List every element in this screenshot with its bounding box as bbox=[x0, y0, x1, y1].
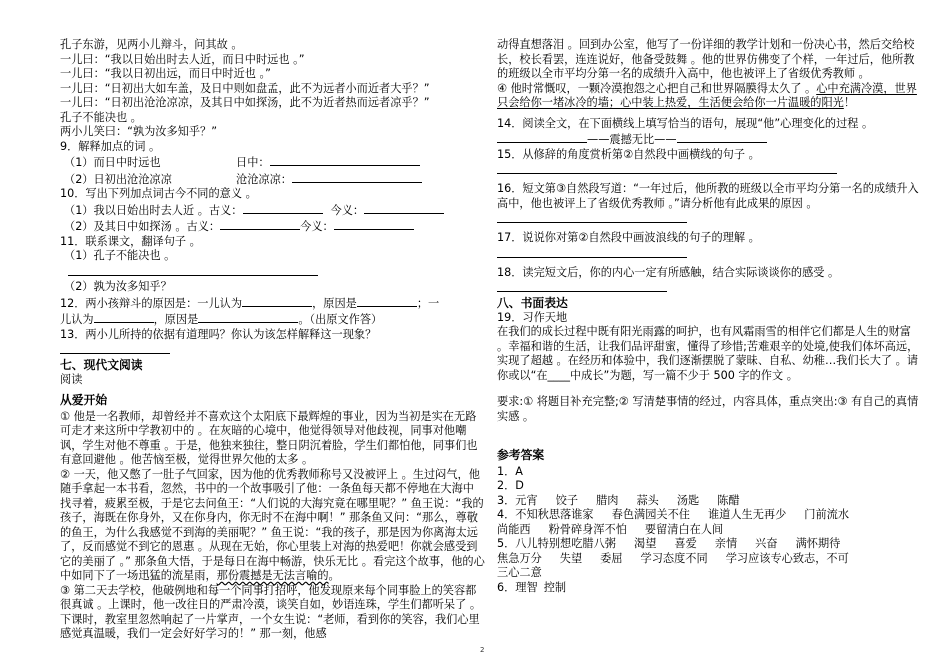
answer-item: 粉骨碎身浑不怕 bbox=[548, 522, 627, 536]
question-label: 今义： bbox=[300, 220, 334, 233]
article-paragraph-3: ③ 第二天去学校，他破例地和每一个同事打招呼，他发现原来每个同事脸上的笑容都很真诚 。上课时，他一改往日的严肃冷漠，谈笑自如，妙语连珠，学生们都听呆了 。下课时，教室里忽然响起了一片掌声，一个女生说：“老师，看到你的笑容，我们心里感觉真温暖，我们一定会好好学习的！” 那一刻，他感 bbox=[60, 583, 482, 640]
paragraph-text: ！ bbox=[843, 96, 856, 109]
question-13-blank bbox=[60, 342, 485, 356]
answer-item: 尚能西 bbox=[497, 522, 531, 536]
question-10-title: 10．写出下列加点词古今不同的意义 。 bbox=[60, 187, 257, 200]
underlined-sentence: 心中充满冷漠，世界只会给你一堵冰冷的墙；心中装上热爱，生活便会给你一片温暖的阳光 bbox=[497, 81, 917, 109]
left-column bbox=[60, 38, 485, 642]
article-paragraph-4 bbox=[497, 82, 925, 111]
answer-blank[interactable] bbox=[270, 154, 420, 166]
answer-blank[interactable] bbox=[220, 218, 300, 230]
question-16-blank bbox=[497, 211, 925, 231]
question-text: 儿认为 bbox=[60, 313, 94, 326]
question-12-cont bbox=[60, 311, 485, 328]
answer-item: 渴望 bbox=[634, 537, 657, 550]
answer-item: 腊肉 bbox=[596, 493, 619, 507]
text-line: 一儿曰：“日初出沧沧凉凉，及其日中如探汤，此不为近者热而远者凉乎？” bbox=[60, 96, 430, 109]
text-line: 一儿曰：“我以日初出远，而日中时近也 。” bbox=[60, 67, 271, 80]
paragraph-text: ② 一天，他又憋了一肚子气回家，因为他的优秀教师称号又没被评上 。生过闷气，他随手拿起一本书看，忽然，书中的一个故事吸引了他：一条鱼每天都不停地在大海中找寻着，疲累至极，于是它去问鱼王：“人们说的大海究竟在哪里呢？” 鱼王说：“我的孩子，海既在你身外，又在你身内，你无时不在海中啊！” 那条鱼又问：“那么，尊敬的鱼王，为什么我感觉不到海的美丽呢？” 鱼王说：“我的孩子，那是因为你离海太远了，反而感觉不到它的恩惠 。从现在无始，你心里装上对海的热爱吧！你就会感受到它的美丽了 。” 那条鱼大悟，于是每日在海中畅游，快乐无比 。看完这个故事，他的心中如同下了一场迅猛的流星雨， bbox=[60, 467, 485, 582]
reading-label: 阅读 bbox=[60, 372, 83, 386]
question-11-title: 11．联系课文，翻译句子 。 bbox=[60, 234, 201, 248]
section-8-heading: 八、书面表达 bbox=[497, 296, 568, 310]
answer-item: 满怀期待 bbox=[795, 537, 841, 550]
question-text: 12．两小孩辩斗的原因是：一儿认为 bbox=[60, 296, 243, 310]
question-text: （1）我以日始出时去人近 。古义： bbox=[64, 203, 243, 217]
answer-blank[interactable] bbox=[242, 295, 312, 307]
text-line: 孔子东游，见两小儿辩斗，问其故 。 bbox=[60, 38, 243, 51]
answer-item: 亲情 bbox=[714, 537, 738, 550]
question-text: ；一 bbox=[416, 296, 440, 310]
question-text: （2）及其日中如探汤 。古义： bbox=[64, 220, 221, 233]
answer-blank[interactable] bbox=[357, 295, 417, 307]
question-9-item-2 bbox=[60, 171, 485, 188]
answer-item: 门前流水 bbox=[804, 508, 850, 521]
answer-blank[interactable] bbox=[677, 131, 767, 143]
page-number: 2 bbox=[480, 646, 485, 654]
wavy-underlined-sentence: 那份震撼是无法言喻的 bbox=[216, 569, 329, 582]
question-19: 19．习作天地 bbox=[497, 310, 568, 324]
answer-item: 6．理智 bbox=[497, 580, 538, 594]
answer-blank[interactable] bbox=[497, 162, 837, 174]
text-line: 两小儿笑曰：“孰为汝多知乎？” bbox=[60, 125, 218, 138]
article-paragraph-3-cont: 动得直想落泪 。回到办公室，他写了一份详细的教学计划和一份决心书，然后交给校长，校长看罢，连连说好，他备受鼓舞 。他的世界仿佛变了个样，一年过后，他所教的班级以全市平均分第一名的成绩升入高中，他也被评上了省级优秀教师 。 bbox=[497, 38, 915, 80]
question-16: 16．短文第③自然段写道：“一年过后，他所教的班级以全市平均分第一名的成绩升入高中，他也被评上了省级优秀教师 。”请分析他有此成果的原因 。 bbox=[497, 182, 919, 210]
question-15: 15．从修辞的角度赏析第②自然段中画横线的句子 。 bbox=[497, 147, 760, 161]
answer-blank[interactable] bbox=[60, 342, 170, 354]
answer-item: 要留清白在人间 bbox=[644, 522, 724, 536]
answer-blank[interactable] bbox=[292, 171, 422, 183]
answer-1: 1．A bbox=[497, 464, 523, 478]
answer-item: 控制 bbox=[543, 580, 567, 594]
answer-5-cont bbox=[497, 552, 925, 567]
article-title: 从爱开始 bbox=[60, 393, 108, 407]
writing-requirements: 要求:① 将题目补充完整;② 写清楚事情的经过，内容具体，重点突出:③ 有自己的真情实感 。 bbox=[497, 395, 919, 423]
question-13: 13．两小儿所持的依据有道理吗？你认为该怎样解释这一现象？ bbox=[60, 327, 377, 341]
answer-5-end: 三心二意 bbox=[497, 566, 542, 579]
text-line: 孔子不能决也 。 bbox=[60, 110, 142, 124]
answer-item: 委屈 bbox=[600, 551, 623, 565]
question-text: 。（出原文作答） bbox=[298, 313, 383, 326]
answer-item: 失望 bbox=[559, 551, 583, 565]
answer-blank[interactable] bbox=[364, 202, 444, 214]
article-paragraph-1: ① 他是一名教师，却曾经并不喜欢这个太阳底下最辉煌的事业，因为当初是实在无路可走才来这所中学教初中的 。在灰暗的心境中，他觉得领导对他歧视，同事对他嘲讽，学生对他不尊重 。于是，他独来独往，整日阴沉着脸，学生们都怕他，同事们也有意回避他 。他苦恼至极，觉得世界欠他的太多 。 bbox=[60, 409, 478, 466]
text-line: 一儿曰：“日初出大如车盖，及日中则如盘孟，此不为远者小而近者大乎？” bbox=[60, 81, 430, 95]
section-7-heading: 七、现代文阅读 bbox=[60, 358, 143, 372]
question-11-item-1: （1）孔子不能决也 。 bbox=[64, 249, 176, 262]
answers-heading: 参考答案 bbox=[497, 448, 545, 462]
question-18-blank bbox=[497, 280, 925, 296]
answer-item: 春色满园关不住 bbox=[611, 508, 690, 521]
question-10-item-1 bbox=[60, 202, 485, 219]
question-10-item-2 bbox=[60, 218, 485, 235]
question-label: 今义： bbox=[330, 203, 365, 217]
question-9-item-1 bbox=[60, 154, 485, 171]
answer-blank[interactable] bbox=[243, 202, 323, 214]
answer-blank[interactable] bbox=[334, 218, 414, 230]
answer-item: 3．元宵 bbox=[497, 493, 538, 507]
question-9-title: 9．解释加点的词 。 bbox=[60, 139, 161, 153]
question-15-blank bbox=[497, 162, 925, 182]
right-column bbox=[497, 38, 925, 595]
answer-blank[interactable] bbox=[497, 280, 667, 292]
question-text: ，原因是 bbox=[153, 313, 199, 326]
answer-item: 陈醋 bbox=[717, 493, 740, 507]
answer-blank[interactable] bbox=[497, 131, 587, 143]
answer-blank[interactable] bbox=[68, 264, 318, 276]
answer-item: 兴奋 bbox=[755, 537, 778, 550]
answer-blank[interactable] bbox=[94, 311, 154, 323]
answer-5 bbox=[497, 537, 925, 552]
answer-blank[interactable] bbox=[497, 246, 687, 258]
paragraph-text: ④ 他时常慨叹，一颗冷漠抱怨之心把自己和世界隔膜得太久了 。 bbox=[497, 81, 817, 95]
writing-prompt: 在我们的成长过程中既有阳光雨露的呵护，也有风霜雨雪的相伴它们都是人生的财富 。幸福和谐的生活，让我们品评甜蜜，懂得了珍惜;苦难艰辛的处境,使我们体坏高远，实现了超越 。在经历和体验中，我们逐渐摆脱了蒙昧、自私、幼稚…我们长大了 。请你或以“在____中成长”为题，写一篇不少于 500 字的作文 。 bbox=[497, 325, 919, 382]
answer-blank[interactable] bbox=[198, 311, 298, 323]
answer-6 bbox=[497, 581, 925, 596]
question-18: 18．读完短文后，你的内心一定有所感触，结合实际谈谈你的感受 。 bbox=[497, 265, 840, 279]
question-label: 日中： bbox=[236, 156, 270, 169]
question-14: 14．阅读全文，在下面横线上填写恰当的语句，展现“他”心理变化的过程 。 bbox=[497, 116, 874, 130]
answer-item: 谁道人生无再少 bbox=[707, 508, 787, 521]
question-text: （1）而日中时远也 bbox=[64, 156, 161, 169]
question-12 bbox=[60, 295, 485, 312]
question-text: （2）日初出沧沧凉凉 bbox=[64, 172, 172, 186]
question-11-blank-1 bbox=[60, 264, 485, 281]
answer-item: 饺子 bbox=[555, 493, 579, 507]
answer-2: 2．D bbox=[497, 479, 524, 492]
paragraph-text: 。 bbox=[328, 569, 340, 582]
answer-item: 喜爱 bbox=[674, 537, 697, 550]
answer-item: 学习应该专心致志，不可 bbox=[725, 551, 849, 565]
question-11-item-2: （2）孰为汝多知乎？ bbox=[64, 280, 172, 293]
answer-item: 蒜头 bbox=[636, 493, 659, 507]
question-text: ，原因是 bbox=[312, 296, 357, 310]
text-line: 一儿曰：“我以日始出时去人近，而日中时远也 。” bbox=[60, 52, 305, 66]
question-text: ——震撼无比—— bbox=[587, 133, 677, 146]
answer-item: 焦急万分 bbox=[497, 551, 542, 565]
answer-item: 学习态度不同 bbox=[640, 551, 708, 565]
question-17: 17．说说你对第②自然段中画波浪线的句子的理解 。 bbox=[497, 231, 760, 244]
answer-4-cont bbox=[497, 523, 925, 538]
question-14-blank bbox=[497, 131, 925, 148]
answer-3 bbox=[497, 494, 925, 509]
answer-4 bbox=[497, 508, 925, 523]
article-paragraph-2 bbox=[60, 468, 485, 584]
answer-item: 汤匙 bbox=[676, 493, 700, 507]
question-17-blank bbox=[497, 246, 925, 266]
answer-item: 4．不知秋思落谁家 bbox=[497, 508, 594, 521]
answer-blank[interactable] bbox=[497, 211, 687, 223]
answer-item: 5．八儿特别想吃腊八粥 bbox=[497, 537, 616, 550]
question-label: 沧沧凉凉： bbox=[236, 172, 292, 186]
